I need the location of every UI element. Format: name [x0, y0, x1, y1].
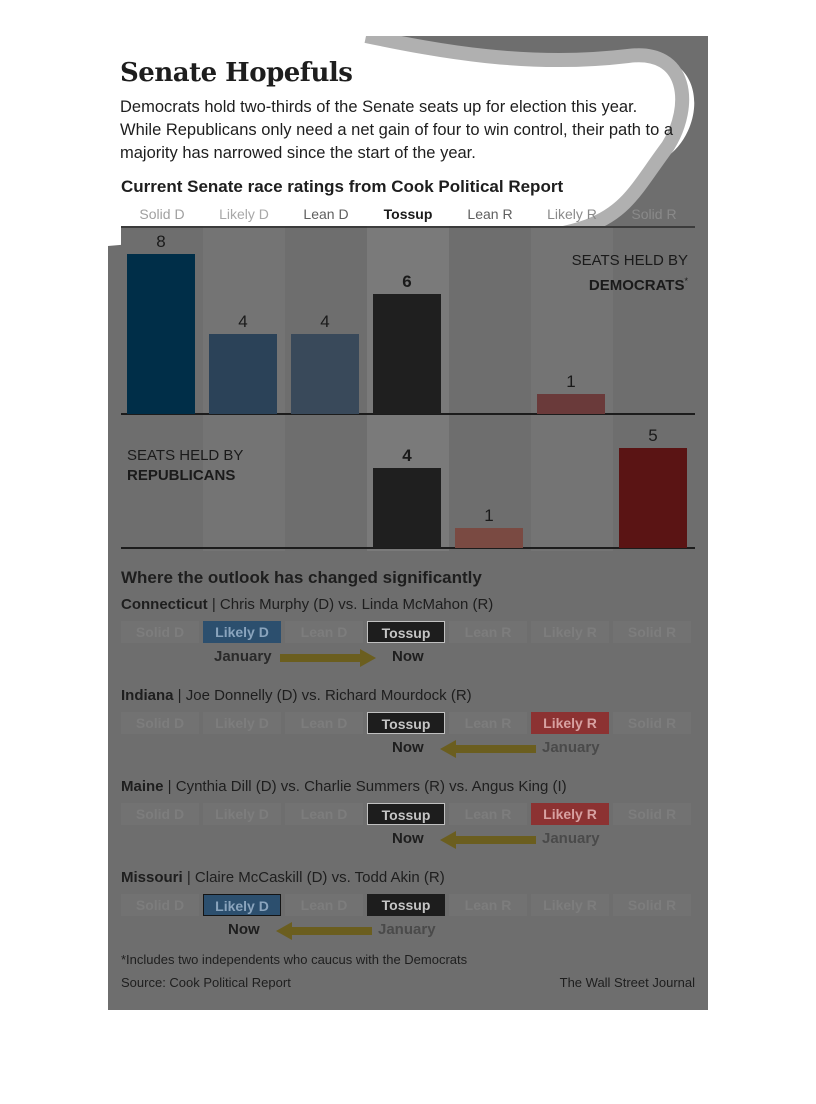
rating-cell-1-2: Lean D [285, 712, 363, 734]
race-changes [108, 36, 708, 1010]
race-state: Indiana [121, 687, 174, 704]
rating-cell-0-1: Likely D [203, 621, 281, 643]
category-label-0: Solid D [139, 206, 185, 222]
race-candidates: | Joe Donnelly (D) vs. Richard Mourdock (R) [173, 687, 472, 704]
january-label-2: January [542, 830, 600, 847]
bar-label-s1-4: 1 [484, 506, 494, 525]
race-title-1 [121, 687, 472, 704]
bar-label-s0-0: 8 [156, 232, 166, 251]
rating-cell-0-0: Solid D [121, 621, 199, 643]
arrow-head [360, 649, 376, 667]
race-candidates: | Claire McCaskill (D) vs. Todd Akin (R) [182, 869, 445, 886]
rep-series-line2: REPUBLICANS [127, 467, 236, 484]
rating-cell-1-4: Lean R [449, 712, 527, 734]
rating-cell-0-6: Solid R [613, 621, 691, 643]
now-label-0: Now [392, 648, 424, 665]
rating-cell-3-6: Solid R [613, 894, 691, 916]
rating-cell-3-5: Likely R [531, 894, 609, 916]
dem-series-line1: SEATS HELD BY [571, 252, 688, 269]
bar-label-s0-3: 6 [402, 272, 412, 291]
rating-cell-2-1: Likely D [203, 803, 281, 825]
race-candidates: | Chris Murphy (D) vs. Linda McMahon (R) [207, 596, 494, 613]
bar-label-s0-2: 4 [320, 312, 330, 331]
rating-cell-2-6: Solid R [613, 803, 691, 825]
rating-cell-3-0: Solid D [121, 894, 199, 916]
now-label-2: Now [392, 830, 424, 847]
rating-cell-1-5: Likely R [531, 712, 609, 734]
change-arrow-0 [108, 648, 708, 668]
category-label-1: Likely D [219, 206, 269, 222]
rating-cell-0-2: Lean D [285, 621, 363, 643]
rating-cell-0-4: Lean R [449, 621, 527, 643]
race-title-3 [121, 869, 445, 886]
rating-cell-2-5: Likely R [531, 803, 609, 825]
page-title: Senate Hopefuls [120, 58, 353, 88]
january-label-0: January [214, 648, 272, 665]
page-subtitle: Democrats hold two-thirds of the Senate seats up for election this year. While Republicans only need a net gain of four to win control, their path to a majority has narrowed since the start of the year. [120, 98, 674, 162]
rating-cell-2-2: Lean D [285, 803, 363, 825]
rating-cell-1-6: Solid R [613, 712, 691, 734]
rep-series-line1: SEATS HELD BY [127, 447, 244, 464]
january-label-1: January [542, 739, 600, 756]
rating-cell-0-5: Likely R [531, 621, 609, 643]
race-state: Maine [121, 778, 164, 795]
arrow-head [440, 831, 456, 849]
change-arrow-3 [108, 921, 708, 941]
bar-label-s1-3: 4 [402, 446, 412, 465]
chart-title: Current Senate race ratings from Cook Political Report [121, 177, 564, 196]
bar-label-s0-5: 1 [566, 372, 576, 391]
race-state: Connecticut [121, 596, 208, 613]
race-title-2 [121, 778, 567, 795]
rating-cell-1-0: Solid D [121, 712, 199, 734]
category-label-6: Solid R [631, 206, 677, 222]
rating-cell-2-0: Solid D [121, 803, 199, 825]
rating-cell-1-3: Tossup [367, 712, 445, 734]
race-title-0 [121, 596, 493, 613]
infographic-card [108, 36, 708, 1010]
category-label-3: Tossup [383, 206, 433, 222]
dem-series-line2: DEMOCRATS [588, 277, 685, 294]
rating-cell-0-3: Tossup [367, 621, 445, 643]
changes-heading: Where the outlook has changed significantly [121, 568, 482, 587]
change-arrow-2 [108, 830, 708, 850]
now-label-1: Now [392, 739, 424, 756]
rating-cell-3-2: Lean D [285, 894, 363, 916]
rating-cell-3-3: Tossup [367, 894, 445, 916]
rating-cell-2-4: Lean R [449, 803, 527, 825]
rating-cell-2-3: Tossup [367, 803, 445, 825]
arrow-head [440, 740, 456, 758]
bar-label-s0-1: 4 [238, 312, 248, 331]
credit: The Wall Street Journal [559, 975, 695, 990]
dem-series-mark: * [684, 276, 688, 286]
category-label-5: Likely R [547, 206, 597, 222]
category-label-4: Lean R [467, 206, 513, 222]
arrow-head [276, 922, 292, 940]
rating-cell-3-4: Lean R [449, 894, 527, 916]
race-state: Missouri [121, 869, 183, 886]
bar-label-s1-6: 5 [648, 426, 658, 445]
category-label-2: Lean D [303, 206, 349, 222]
change-arrow-1 [108, 739, 708, 759]
source: Source: Cook Political Report [121, 975, 291, 990]
now-label-3: Now [228, 921, 260, 938]
race-candidates: | Cynthia Dill (D) vs. Charlie Summers (R) vs. Angus King (I) [163, 778, 567, 795]
rating-cell-1-1: Likely D [203, 712, 281, 734]
january-label-3: January [378, 921, 436, 938]
footnote: *Includes two independents who caucus with the Democrats [121, 952, 468, 967]
rating-cell-3-1: Likely D [203, 894, 281, 916]
